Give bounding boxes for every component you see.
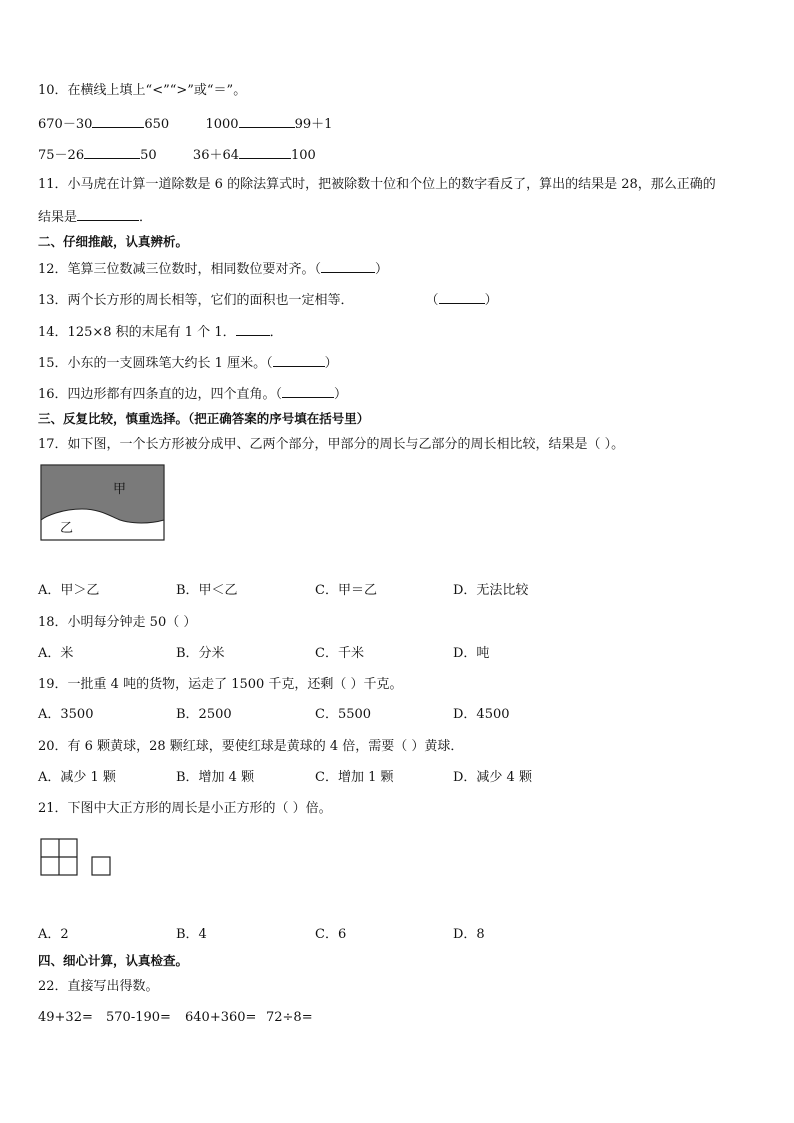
q12-text: 12．笔算三位数减三位数时，相同数位要对齐。（ bbox=[38, 262, 322, 277]
answer-blank[interactable] bbox=[282, 384, 334, 398]
q20-stem: 20．有 6 颗黄球，28 颗红球，要使红球是黄球的 4 倍，需要（ ）黄球． bbox=[38, 739, 464, 754]
q15-text: 15．小东的一支圆珠笔大约长 1 厘米。（ bbox=[38, 356, 273, 371]
label-jia: 甲 bbox=[113, 482, 127, 497]
q17-stem: 17．如下图，一个长方形被分成甲、乙两个部分，甲部分的周长与乙部分的周长相比较，结果是（ ）。 bbox=[38, 437, 625, 452]
q11-line2 bbox=[38, 207, 152, 227]
q18-stem: 18．小明每分钟走 50（ ） bbox=[38, 615, 197, 630]
q20-option-b[interactable]: B．增加 4 颗 bbox=[176, 770, 255, 785]
q13-text: 13．两个长方形的周长相等，它们的面积也一定相等． bbox=[38, 293, 354, 308]
q16-text: 16．四边形都有四条直的边，四个直角。（ bbox=[38, 387, 283, 402]
q10-r2-right2: 100 bbox=[291, 148, 316, 163]
q17-option-d[interactable]: D．无法比较 bbox=[453, 583, 529, 598]
q13-close: ） bbox=[484, 293, 498, 308]
answer-blank[interactable] bbox=[77, 207, 139, 221]
answer-blank[interactable] bbox=[239, 114, 295, 128]
rectangle-split-figure bbox=[40, 464, 166, 542]
q18-option-b[interactable]: B．分米 bbox=[176, 646, 225, 661]
q11-prefix: 结果是 bbox=[38, 210, 78, 225]
q19-option-a[interactable]: A．3500 bbox=[38, 707, 94, 722]
answer-blank[interactable] bbox=[273, 353, 325, 367]
q11-suffix: ． bbox=[139, 210, 153, 225]
q21-option-d[interactable]: D．8 bbox=[453, 927, 485, 942]
q12-close: ） bbox=[375, 262, 389, 277]
q17-option-a[interactable]: A．甲＞乙 bbox=[38, 583, 100, 598]
q10-r1-right: 650 bbox=[144, 117, 170, 132]
q16 bbox=[38, 384, 347, 404]
q22-item-2: 570-190= bbox=[106, 1010, 171, 1025]
q19-option-b[interactable]: B．2500 bbox=[176, 707, 232, 722]
q14 bbox=[38, 322, 283, 342]
answer-blank[interactable] bbox=[84, 145, 140, 159]
q18-option-a[interactable]: A．米 bbox=[38, 646, 74, 661]
answer-blank[interactable] bbox=[236, 322, 270, 336]
q14-text: 14．125×8 积的末尾有 1 个 1． bbox=[38, 325, 236, 340]
q10-r2-left: 75－26 bbox=[38, 148, 85, 163]
q18-option-c[interactable]: C．千米 bbox=[315, 646, 364, 661]
q20-option-a[interactable]: A．减少 1 颗 bbox=[38, 770, 116, 785]
big-square bbox=[41, 839, 77, 875]
q15-close: ） bbox=[324, 356, 338, 371]
q20-option-c[interactable]: C．增加 1 颗 bbox=[315, 770, 394, 785]
section-3-heading: 三、反复比较，慎重选择。（把正确答案的序号填在括号里） bbox=[38, 411, 370, 426]
q13-open: （ bbox=[425, 293, 439, 308]
section-4-heading: 四、细心计算，认真检查。 bbox=[38, 953, 189, 968]
section-2-heading: 二、仔细推敲，认真辨析。 bbox=[38, 234, 189, 249]
q22-item-3: 640+360= bbox=[185, 1010, 257, 1025]
q16-close: ） bbox=[334, 387, 348, 402]
q10-row2 bbox=[38, 145, 316, 165]
q10-stem: 10．在横线上填上“<”“>”或“＝”。 bbox=[38, 83, 247, 98]
q11-line1: 11．小马虎在计算一道除数是 6 的除法算式时，把被除数十位和个位上的数字看反了，算出的结果是 28，那么正确的 bbox=[38, 177, 716, 192]
label-yi: 乙 bbox=[60, 521, 74, 536]
q10-r2-right: 50 bbox=[140, 148, 157, 163]
q22-item-4: 72÷8= bbox=[266, 1010, 313, 1025]
q10-r2-left2: 36＋64 bbox=[192, 148, 240, 163]
q20-option-d[interactable]: D．减少 4 颗 bbox=[453, 770, 532, 785]
q12 bbox=[38, 259, 388, 279]
q14-end: ． bbox=[269, 325, 283, 340]
answer-blank[interactable] bbox=[439, 290, 485, 304]
q21-option-c[interactable]: C．6 bbox=[315, 927, 347, 942]
q10-r1-left2: 1000 bbox=[205, 117, 239, 132]
q19-option-d[interactable]: D．4500 bbox=[453, 707, 510, 722]
q22-stem: 22．直接写出得数。 bbox=[38, 979, 159, 994]
answer-blank[interactable] bbox=[239, 145, 291, 159]
q17-option-b[interactable]: B．甲＜乙 bbox=[176, 583, 238, 598]
q10-r1-left: 670－30 bbox=[38, 117, 93, 132]
q21-option-b[interactable]: B．4 bbox=[176, 927, 207, 942]
q15 bbox=[38, 353, 338, 373]
answer-blank[interactable] bbox=[321, 259, 375, 273]
q21-option-a[interactable]: A．2 bbox=[38, 927, 69, 942]
q19-stem: 19．一批重 4 吨的货物，运走了 1500 千克，还剩（ ）千克。 bbox=[38, 677, 403, 692]
squares-figure bbox=[40, 838, 114, 876]
small-square bbox=[92, 857, 110, 875]
q19-option-c[interactable]: C．5500 bbox=[315, 707, 372, 722]
q10-row1 bbox=[38, 114, 332, 134]
q13 bbox=[38, 290, 498, 310]
q21-stem: 21．下图中大正方形的周长是小正方形的（ ）倍。 bbox=[38, 801, 332, 816]
q18-option-d[interactable]: D．吨 bbox=[453, 646, 490, 661]
q17-option-c[interactable]: C．甲＝乙 bbox=[315, 583, 377, 598]
q10-r1-right2: 99＋1 bbox=[294, 117, 333, 132]
q22-item-1: 49+32= bbox=[38, 1010, 93, 1025]
answer-blank[interactable] bbox=[92, 114, 144, 128]
